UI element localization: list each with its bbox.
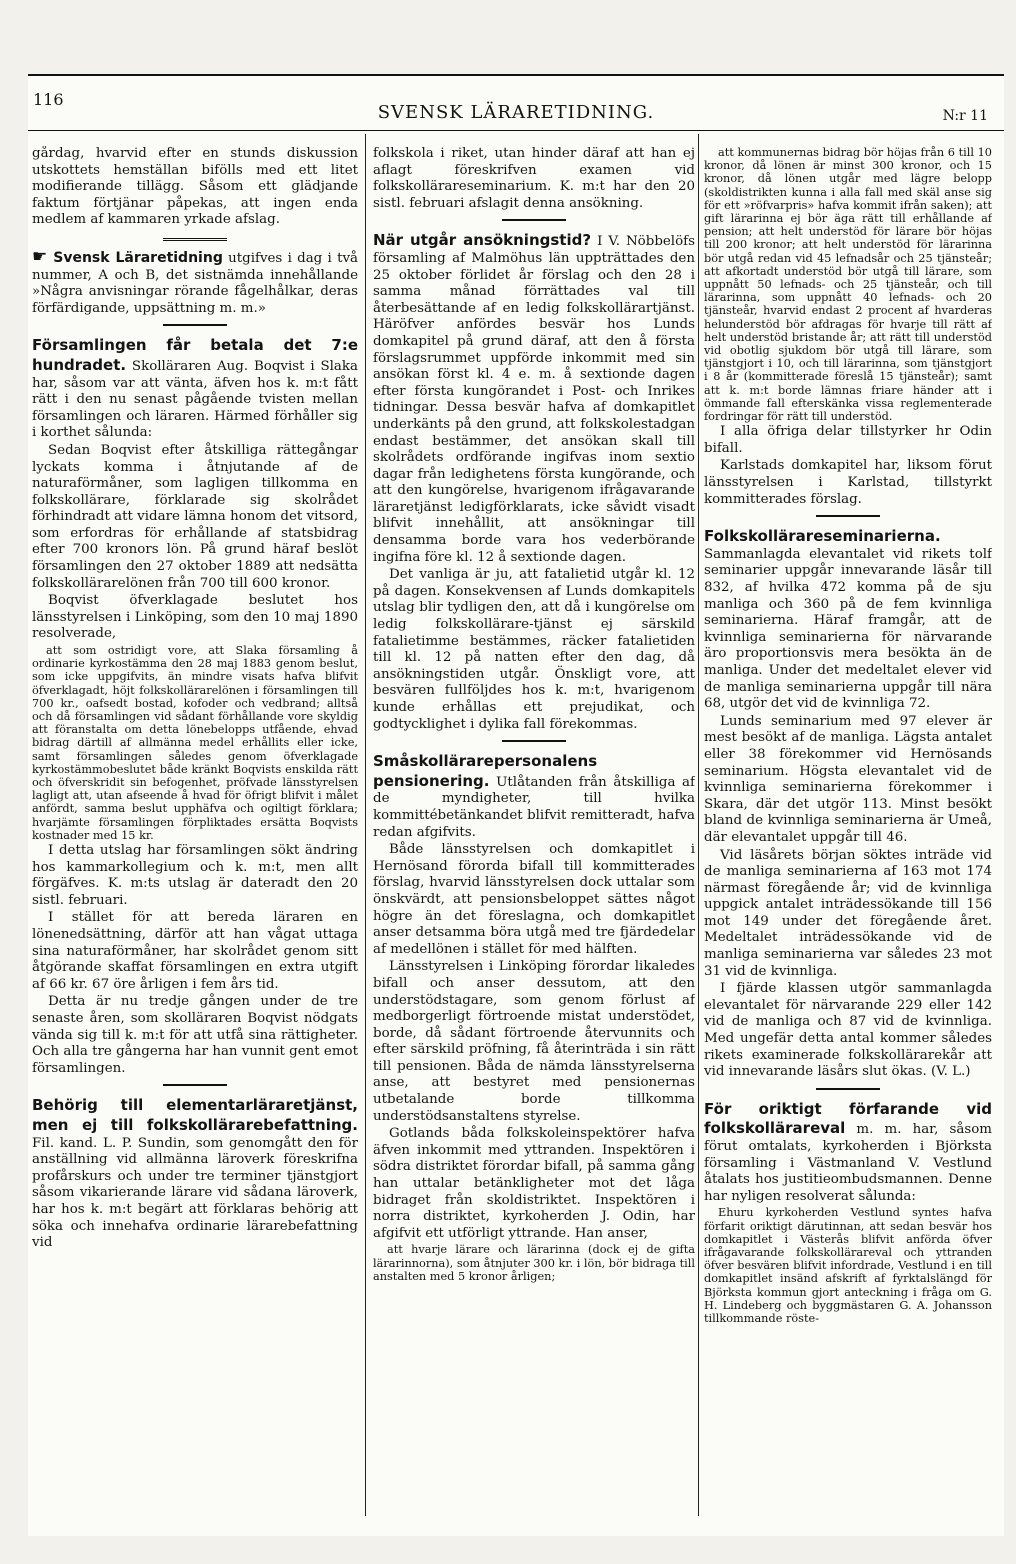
article-lead-text: Fil. kand. L. P. Sundin, som genomgått den för anställning vid allmänna läroverk föreskrifna profårskurs och under tre terminer tjänstgjort såsom vikarierande lärare vid sådana läroverk, har hos k. m:t begärt att förklaras behörig att söka och innehafva ordinarie lärarebefattning vid [32, 1135, 358, 1251]
page-header [28, 76, 1004, 132]
paragraph: Boqvist öfverklagade beslutet hos länsstyrelsen i Linköping, som den 10 maj 1890 resolverade, [32, 593, 358, 642]
article-lead-text: I V. Nöbbelöfs församling af Malmöhus län uppträttades den 25 oktober förlidet år förslag och den 28 i samma månad förrättades val till återbesättande af en ledig folkskollärartjänst. Häröfver anfördes besvär hos Lunds domkapitel på grund däraf, att den å första förslagsrummet uppförde inkommit med sin ansökan först kl. 4 e. m. å sextionde dagen efter första kungörandet i Post- och Inrikes tidningar. Dessa besvär hafva af domkapitlet underkänts på den grund, att folkskolestadgan endast bestämmer, det ansökan skall till skolrådets ordförande ingifvas inom sextio dagar från ledighetens första kungörande, och att den kungörelse, hvarigenom ifrågavarande läraretjänst ledigförklarats, icke såvidt visadt blifvit innehållit, att ansökningar till densamma borde vara hos vederbörande ingifna före kl. 12 å sextionde dagen. [373, 234, 695, 565]
column-3 [704, 146, 992, 1508]
separator [502, 740, 566, 742]
quoted-resolution: att som ostridigt vore, att Slaka församling å ordinarie kyrkostämma den 28 maj 1883 genom beslut, som icke uppgifvits, än mindre visats hafva blifvit öfverklagadt, höjt folkskollärarelönen i församlingen till 700 kr., oafsedt bostad, kofoder och vedbrand; alltså och då församlingen vid sådant förhållande vore skyldig att föranstalta om detta lönebelopps utfående, ehvad bidrag därtill af allmänna medel erhållits eller icke, samt församlingen således genom öfverklagade kyrkostämmobeslutet både kränkt Boqvists enskilda rätt och öfverskridit sin befogenhet, pröfvade länsstyrelsen lagligt att, utan afseende å hvad för öfrigt blifvit i målet anfördt, samma beslut upphäfva och ogiltigt förklara; hvarjämte församlingen förpliktades ersätta Boqvists kostnader med 15 kr. [32, 644, 358, 842]
paragraph: gårdag, hvarvid efter en stunds diskussion utskottets hemställan bifölls med ett litet modifierande tillägg. Såsom ett glädjande faktum förtjänar påpekas, att ingen enda medlem af kammaren yrkade afslag. [32, 146, 358, 228]
article-title: Behörig till elementarläraretjänst, men ej till folkskollärarebefattning. [32, 1096, 358, 1134]
quoted-statement: att kommunernas bidrag bör höjas från 6 till 10 kronor, då lönen är minst 300 kronor, och 15 kronor, då lönen utgår med lägre belopp (skoldistrikten kunna i alla fall med skäl anse sig för ett »röfvarpris» hafva kommit ifrån saken); att gift lärarinna ej bör äga rätt till erhållande af pension; att helt understöd för lärare bör höjas till 200 kronor; att helt understöd för lärarinna bör utgå redan vid 45 lefnadsår och 25 tjänsteår; att afkortadt understöd bör utgå till lärare, som uppnått 50 lefnads- och 25 tjänsteår, och till lärarinna, som uppnått 40 lefnads- och 20 tjänsteår, hvarvid endast 2 procent af hvarderas helunderstöd bör afdragas för hvarje till rätt af helt understöd bristande år; att rätt till understöd vid obotlig sjukdom bör utgå till lärare, som tjänstgjort i 10, och till lärarinna, som tjänstgjort i 8 år (kommitterade föreslå 15 tjänsteår); samt att k. m:t borde lämnas friare händer att i ömmande fall efterskänka vissa reglementerade fordringar för rätt till understöd. [704, 146, 992, 424]
paragraph: Karlstads domkapitel har, liksom förut länsstyrelsen i Karlstad, tillstyrkt kommitterades förslag. [704, 458, 992, 507]
article-lead-text: m. m. har, såsom förut omtalats, kyrkoherden i Björksta församling i Västmanland V. Vestlund åtalats hos justitieombudsmannen. Denne har nyligen resolverat sålunda: [704, 1122, 992, 1204]
newspaper-page [28, 74, 1004, 1536]
pointing-hand-icon: ☛ [32, 246, 48, 267]
publication-title: SVENSK LÄRARETIDNING. [377, 102, 655, 123]
article-title: Småskollärarepersonalens pensionering. [373, 752, 598, 790]
paragraph: I detta utslag har församlingen sökt ändring hos kammarkollegium och k. m:t, men allt förgäfves. K. m:ts utslag är dateradt den 20 sistl. februari. [32, 843, 358, 908]
column-1 [32, 146, 358, 1508]
column-divider [365, 134, 366, 1516]
separator [502, 219, 566, 221]
paragraph: Både länsstyrelsen och domkapitlet i Hernösand förorda bifall till kommitterades förslag, hvarvid länsstyrelsen dock uttalar som önskvärdt, att pensionsbeloppet sättes något högre än det föreslagna, och domkapitlet anser detsamma böra utgå med tre fjärdedelar af medellönen i stället för med hälften. [373, 842, 695, 957]
article-lead-text: Sammanlagda elevantalet vid rikets tolf seminarier uppgår innevarande läsår till 832, af hvilka 472 komma på de sju manliga och 360 på de fem kvinnliga seminarierna. Häraf framgår, att de kvinnliga seminarierna för närvarande äro proportionsvis mera besökta än de manliga. Under det medeltalet elever vid de manliga seminarierna uppgår till nära 68, utgör det vid de kvinnliga 72. [704, 546, 992, 712]
separator [816, 515, 880, 517]
paragraph: Sedan Boqvist efter åtskilliga rättegångar lyckats komma i åtnjutande af de naturaförmåner, som lagligen tillkomma en folkskollärare, förklarade sig skolrådet förhindradt att vidare lämna honom det vitsord, som erfordras för erhållande af statsbidrag efter 700 kronors lön. På grund häraf beslöt församlingen den 27 oktober 1889 att nedsätta folkskollärarelönen från 700 till 600 kronor. [32, 442, 358, 591]
paragraph: Länsstyrelsen i Linköping förordar likaledes bifall och anser dessutom, att den understödstagare, som genom förlust af medborgerligt förtroende mistat understödet, borde, då sådant förtroende återvunnits och efter särskild pröfning, få återinträda i sin rätt till pensionen. Båda de nämda länsstyrelserna anse, att bestyret med pensionernas utbetalande borde tillkomma understödsanstaltens styrelse. [373, 959, 695, 1124]
separator [816, 1088, 880, 1090]
paragraph: Vid läsårets början söktes inträde vid de manliga seminarierna af 163 mot 174 närmast föregående år; vid de kvinnliga uppgick antalet inträdessökande till 156 mot 149 under det föregående året. Medeltalet inträdessökande vid de manliga seminarierna var således 23 mot 31 vid de kvinnliga. [704, 847, 992, 979]
page-number: 116 [33, 90, 64, 109]
announcement-text: utgifves i dag i två nummer, A och B, det sistnämda innehållande »Några anvisningar rörande fågelhålkar, deras förfärdigande, uppsättning m. m.» [32, 250, 358, 316]
columns [28, 134, 1004, 1516]
article-title: När utgår ansökningstid? [373, 231, 592, 250]
paragraph: Detta är nu tredje gången under de tre senaste åren, som skolläraren Boqvist nödgats vända sig till k. m:t för att utfå sina rättigheter. Och alla tre gångerna har han vunnit gent emot församlingen. [32, 994, 358, 1076]
announcement [32, 246, 358, 317]
issue-number: N:r 11 [942, 108, 988, 124]
quoted-statement: att hvarje lärare och lärarinna (dock ej de gifta lärarinnorna), som åtnjuter 300 kr. i lön, bör bidraga till anstalten med 5 kronor årligen; [373, 1243, 695, 1283]
paragraph: Gotlands båda folkskoleinspektörer hafva äfven inkommit med yttranden. Inspektören i södra distriktet förordar bifall, på samma gång han uttalar betänkligheter mot det låga bidraget från skoldistriktet. Inspektören i norra distriktet, kyrkoherden J. Odin, har afgifvit ett utförligt yttrande. Han anser, [373, 1126, 695, 1241]
article-lead-text: Skolläraren Aug. Boqvist i Slaka har, såsom var att vänta, äfven hos k. m:t fått rätt i den nu senast pågående tvisten mellan församlingen och läraren. Härmed förhåller sig i korthet sålunda: [32, 358, 358, 441]
column-2 [373, 146, 695, 1508]
paragraph: I fjärde klassen utgör sammanlagda elevantalet för närvarande 229 eller 142 vid de manliga och 87 vid de kvinnliga. Med ungefär detta antal kommer således rikets examinerade folkskollärarekår att vid innevarande läsårs slut ökas. (V. L.) [704, 981, 992, 1080]
separator [163, 1084, 227, 1086]
article-title: Folkskollärareseminarierna. [704, 527, 941, 546]
separator [163, 324, 227, 326]
column-divider [698, 134, 699, 1516]
article-lead-text: Utlåtanden från åtskilliga af de myndigheter, till hvilka kommittébetänkandet blifvit remitteradt, hafva redan afgifvits. [373, 774, 695, 840]
paragraph: folkskola i riket, utan hinder däraf att han ej aflagt föreskrifven examen vid folkskollärareseminarium. K. m:t har den 20 sistl. februari afslagit denna ansökning. [373, 146, 695, 211]
article-title: För oriktigt förfarande vid folkskollärareval [704, 1099, 992, 1138]
separator [163, 238, 227, 241]
article-title: Församlingen får betala det 7:e hundradet. [32, 336, 358, 374]
paragraph: I stället för att bereda läraren en lönenedsättning, därför att han vågat uttaga sina naturaförmåner, har skolrådet genom sitt åtgörande skaffat församlingen en extra utgift af 66 kr. 67 öre årligen i fem års tid. [32, 910, 358, 992]
paragraph: Det vanliga är ju, att fatalietid utgår kl. 12 på dagen. Konsekvensen af Lunds domkapitels utslag blir tydligen den, att då i kungörelse om ledig folkskollärare-tjänst ej särskild fatalietimme bestämmes, räcker fatalietiden till kl. 12 på natten efter den dag, då ansökningstiden utgår. Önskligt vore, att besvären fullföljdes hos k. m:t, hvarigenom kunde erhållas ett prejudikat, och godtycklighet i dylika fall förekommas. [373, 567, 695, 732]
header-rule [28, 130, 1004, 131]
paragraph: I alla öfriga delar tillstyrker hr Odin bifall. [704, 424, 992, 456]
quoted-resolution: Ehuru kyrkoherden Vestlund syntes hafva förfarit oriktigt därutinnan, att sedan besvär hos domkapitlet i Västerås blifvit anförda öfver ifrågavarande folkskollärareval och yttranden öfver besvären blifvit infordrade, Vestlund i en till domkapitlet insänd afskrift af fyrktalslängd för Björksta kommun gjort anteckning i fråga om G. H. Lindeberg och byggmästaren G. A. Johansson tillkommande röste- [704, 1206, 992, 1326]
paragraph: Lunds seminarium med 97 elever är mest besökt af de manliga. Lägsta antalet eller 38 förekommer vid Hernösands seminarium. Högsta elevantalet vid de kvinnliga seminarierna förekommer i Skara, där det utgör 113. Minst besökt bland de kvinnliga seminarierna är Umeå, där elevantalet uppgår till 46. [704, 713, 992, 845]
announcement-title: Svensk Läraretidning [53, 249, 223, 266]
